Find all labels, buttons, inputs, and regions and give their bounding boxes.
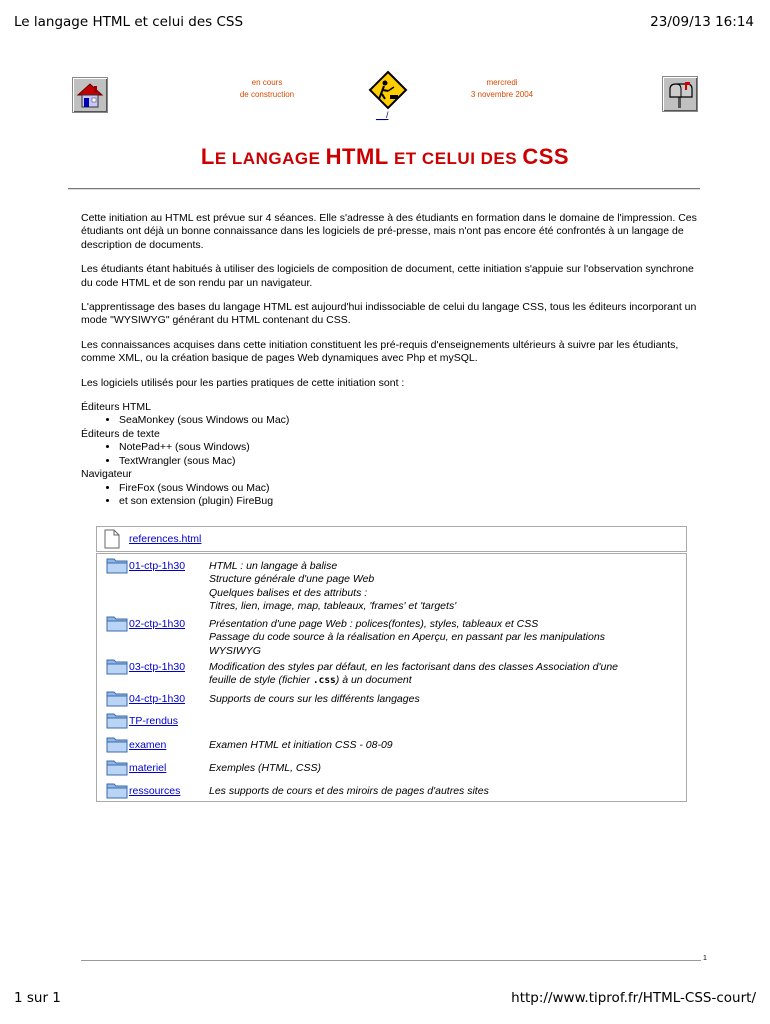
css-paragraph: L'apprentissage des bases du langage HTML est aujourd'hui indissociable de celui du langage CSS, tous les éditeurs incorporant un mode "WYSIWYG" générant du HTML contenant du CSS. (81, 301, 697, 327)
intro-paragraph: Cette initiation au HTML est prévue sur 4 séances. Elle s'adresse à des étudiants en formation dans le domaine de l'impression. Ces étudiants ont déjà un bonne connaissance dans les logiciels de pré-presse, mais n'ont pas encore été confrontés à un langage de description de documents. (81, 212, 697, 251)
folder-description: Supports de cours sur les différents langages (209, 693, 420, 705)
page-count: 1 sur 1 (14, 990, 61, 1006)
folder-link-02[interactable]: 02-ctp-1h30 (129, 618, 186, 630)
folder-link-materiel[interactable]: materiel (129, 762, 167, 774)
list-item: • et son extension (plugin) FireBug (119, 495, 697, 508)
page-title: LE LANGAGE HTML ET CELUI DES CSS (200, 144, 570, 169)
folder-icon (106, 657, 128, 675)
folder-icon (106, 781, 128, 799)
group-title: Éditeurs de texte (81, 427, 160, 440)
software-paragraph: Les logiciels utilisés pour les parties pratiques de cette initiation sont : (81, 376, 405, 389)
mailbox-icon (665, 79, 695, 109)
separator-link[interactable]: __/ (376, 110, 389, 120)
print-header (14, 14, 756, 34)
folder-icon (106, 689, 128, 707)
folder-link-ressources[interactable]: ressources (129, 785, 181, 797)
directory-listing (96, 553, 687, 802)
folder-description: HTML : un langage à balise Structure générale d'une page Web Quelques balises et des attributs : Titres, lien, image, map, tableaux, 'frames' et 'targets' (209, 560, 457, 613)
list-item: • FireFox (sous Windows ou Mac) (119, 482, 697, 495)
folder-link-01[interactable]: 01-ctp-1h30 (129, 560, 186, 572)
method-paragraph: Les étudiants étant habitués à utiliser des logiciels de composition de document, cette initiation s'appuie sur l'observation synchrone du code HTML et de son rendu par un navigateur. (81, 263, 694, 289)
document-icon (104, 529, 120, 549)
page-url: http://www.tiprof.fr/HTML-CSS-court/ (511, 990, 756, 1006)
print-header-title: Le langage HTML et celui des CSS (14, 14, 244, 30)
folder-description: Présentation d'une page Web : polices(fontes), styles, tableaux et CSS Passage du code source à la réalisation en Aperçu, en passant par les manipulations WYSIWYG (209, 618, 605, 657)
folder-link-tp-rendus[interactable]: TP-rendus (129, 715, 179, 727)
software-list (81, 401, 697, 508)
folder-icon (106, 758, 128, 776)
references-link[interactable]: references.html (129, 533, 202, 545)
list-item: • NotePad++ (sous Windows) (119, 441, 697, 454)
folder-description: Les supports de cours et des miroirs de pages d'autres sites (209, 785, 489, 797)
list-item: • TextWrangler (sous Mac) (119, 455, 697, 468)
list-item: • SeaMonkey (sous Windows ou Mac) (119, 414, 697, 427)
folder-link-03[interactable]: 03-ctp-1h30 (129, 661, 186, 673)
folder-icon (106, 711, 128, 729)
footnote-number: 1 (703, 955, 707, 962)
print-footer (14, 990, 756, 1010)
folder-icon (106, 556, 128, 574)
main-content (81, 212, 697, 508)
folder-icon (106, 614, 128, 632)
print-header-datetime: 23/09/13 16:14 (650, 14, 754, 30)
group-title: Navigateur (81, 468, 132, 481)
home-button[interactable] (72, 77, 108, 113)
folder-link-04[interactable]: 04-ctp-1h30 (129, 693, 186, 705)
home-icon (75, 80, 105, 110)
folder-link-examen[interactable]: examen (129, 739, 167, 751)
date-note: mercredi 3 novembre 2004 (470, 78, 534, 99)
mailbox-button[interactable] (662, 76, 698, 112)
footnote-divider (81, 960, 701, 961)
construction-note: en cours de construction (239, 78, 295, 99)
folder-description: Modification des styles par défaut, en les factorisant dans des classes Association d'une feuille de style (fichier .css) à un document (209, 661, 619, 687)
folder-description: Examen HTML et initiation CSS - 08-09 (209, 739, 393, 751)
folder-description: Exemples (HTML, CSS) (209, 762, 322, 774)
title-divider (68, 188, 700, 190)
construction-sign-icon (368, 70, 408, 110)
prerequisites-paragraph: Les connaissances acquises dans cette initiation constituent les pré-requis d'enseignements ultérieurs à suivre par les étudiants, comme XML, ou la création basique de pages Web dynamiques avec Php et mySQL. (81, 338, 679, 365)
group-title: Éditeurs HTML (81, 401, 152, 414)
reference-file-box (96, 526, 687, 552)
folder-icon (106, 735, 128, 753)
